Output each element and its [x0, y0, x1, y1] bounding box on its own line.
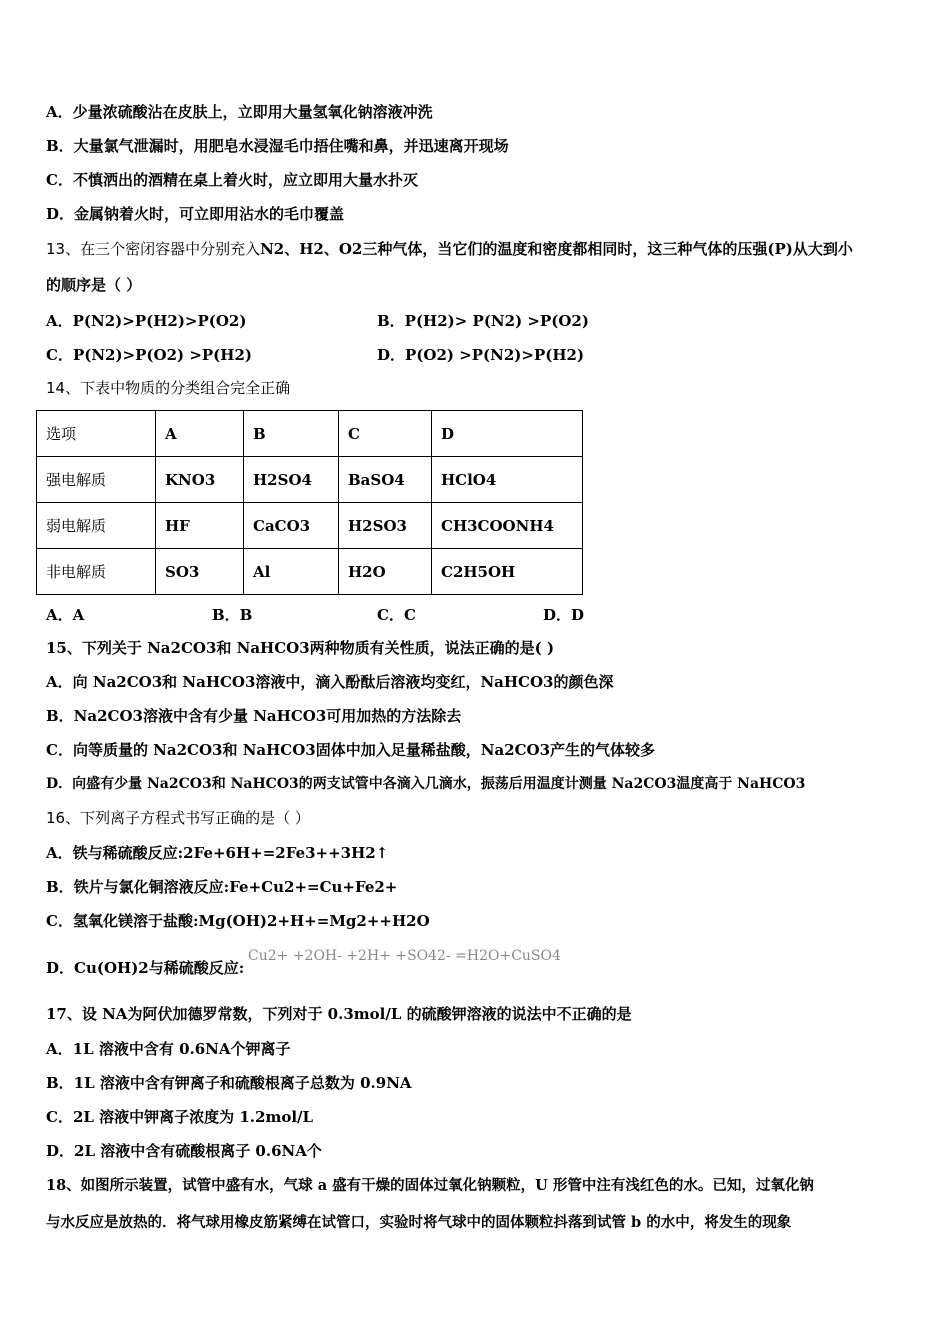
q15-option-a: A．向 Na2CO3和 NaHCO3溶液中，滴入酚酞后溶液均变红，NaHCO3的颜色深: [46, 673, 614, 691]
q16-stem: 16、下列离子方程式书写正确的是（ ）: [46, 809, 310, 827]
table-cell: SO3: [156, 549, 244, 595]
q16-option-d: D．Cu(OH)2与稀硫酸反应:: [46, 959, 245, 977]
q14-answer-a: A．A: [46, 606, 85, 624]
table-header-cell: A: [156, 411, 244, 457]
table-cell: CaCO3: [244, 503, 339, 549]
q17-option-b: B．1L 溶液中含有钾离子和硫酸根离子总数为 0.9NA: [46, 1074, 412, 1092]
table-cell: KNO3: [156, 457, 244, 503]
q17-stem: 17、设 NA为阿伏加德罗常数，下列对于 0.3mol/L 的硫酸钾溶液的说法中不正确的是: [46, 1005, 632, 1023]
table-cell: HF: [156, 503, 244, 549]
table-header-cell: 选项: [37, 411, 156, 457]
q13-stem-post: 三种气体，当它们的温度和密度都相同时，这三种气体的压强(P)从大到小: [362, 240, 853, 258]
q13-option-b: B．P(H2)> P(N2) >P(O2): [377, 312, 589, 330]
q12-option-d: D．金属钠着火时，可立即用沾水的毛巾覆盖: [46, 205, 345, 223]
q15-option-b: B．Na2CO3溶液中含有少量 NaHCO3可用加热的方法除去: [46, 707, 462, 725]
classification-table: [36, 410, 583, 595]
q12-option-a: A．少量浓硫酸沾在皮肤上，立即用大量氢氧化钠溶液冲洗: [46, 103, 433, 121]
q17-option-a: A．1L 溶液中含有 0.6NA个钾离子: [46, 1040, 291, 1058]
table-row: [37, 411, 583, 457]
row-label: 弱电解质: [37, 503, 156, 549]
q14-answer-b: B．B: [212, 606, 253, 624]
q13-stem: [46, 239, 853, 259]
q13-stem-line2: 的顺序是（ ）: [46, 276, 142, 294]
q16-option-b: B．铁片与氯化铜溶液反应:Fe+Cu2+=Cu+Fe2+: [46, 878, 398, 896]
q16-option-c: C．氢氧化镁溶于盐酸:Mg(OH)2+H+=Mg2++H2O: [46, 912, 430, 930]
table-header-cell: D: [432, 411, 583, 457]
q17-option-d: D．2L 溶液中含有硫酸根离子 0.6NA个: [46, 1142, 322, 1160]
row-label: 非电解质: [37, 549, 156, 595]
table-cell: BaSO4: [339, 457, 432, 503]
table-cell: H2SO3: [339, 503, 432, 549]
table-cell: C2H5OH: [432, 549, 583, 595]
q12-option-c: C．不慎洒出的酒精在桌上着火时，应立即用大量水扑灭: [46, 171, 418, 189]
q16-option-a: A．铁与稀硫酸反应:2Fe+6H+=2Fe3++3H2↑: [46, 844, 389, 862]
table-row: [37, 549, 583, 595]
q14-answer-c: C．C: [377, 606, 416, 624]
table-header-cell: B: [244, 411, 339, 457]
table-cell: CH3COONH4: [432, 503, 583, 549]
table-cell: HClO4: [432, 457, 583, 503]
q13-option-c: C．P(N2)>P(O2) >P(H2): [46, 346, 252, 364]
table-cell: H2SO4: [244, 457, 339, 503]
q16-option-d-equation: Cu2+ +2OH- +2H+ +SO42- =H2O+CuSO4: [248, 948, 561, 964]
q18-stem-line1: 18、如图所示装置，试管中盛有水，气球 a 盛有干燥的固体过氧化钠颗粒，U 形管中注有浅红色的水。已知，过氧化钠: [46, 1177, 814, 1194]
q12-option-b: B．大量氯气泄漏时，用肥皂水浸湿毛巾捂住嘴和鼻，并迅速离开现场: [46, 137, 509, 155]
table-header-cell: C: [339, 411, 432, 457]
q13-stem-pre: 13、在三个密闭容器中分别充入: [46, 240, 261, 258]
q13-option-d: D．P(O2) >P(N2)>P(H2): [377, 346, 585, 364]
q14-answer-d: D．D: [543, 606, 585, 624]
table-cell: H2O: [339, 549, 432, 595]
q15-option-c: C．向等质量的 Na2CO3和 NaHCO3固体中加入足量稀盐酸，Na2CO3产生的气体较多: [46, 741, 656, 759]
q14-stem: 14、下表中物质的分类组合完全正确: [46, 379, 291, 397]
q13-gases: N2、H2、O2: [260, 240, 363, 258]
q15-option-d: D．向盛有少量 Na2CO3和 NaHCO3的两支试管中各滴入几滴水，振荡后用温度计测量 Na2CO3温度高于 NaHCO3: [46, 776, 806, 792]
table-row: [37, 457, 583, 503]
row-label: 强电解质: [37, 457, 156, 503]
table-cell: Al: [244, 549, 339, 595]
q15-stem: 15、下列关于 Na2CO3和 NaHCO3两种物质有关性质，说法正确的是( ): [46, 639, 555, 657]
table-row: [37, 503, 583, 549]
q17-option-c: C．2L 溶液中钾离子浓度为 1.2mol/L: [46, 1108, 314, 1126]
q18-stem-line2: 与水反应是放热的．将气球用橡皮筋紧缚在试管口，实验时将气球中的固体颗粒抖落到试管 b 的水中，将发生的现象: [46, 1214, 792, 1231]
q13-option-a: A．P(N2)>P(H2)>P(O2): [46, 312, 247, 330]
